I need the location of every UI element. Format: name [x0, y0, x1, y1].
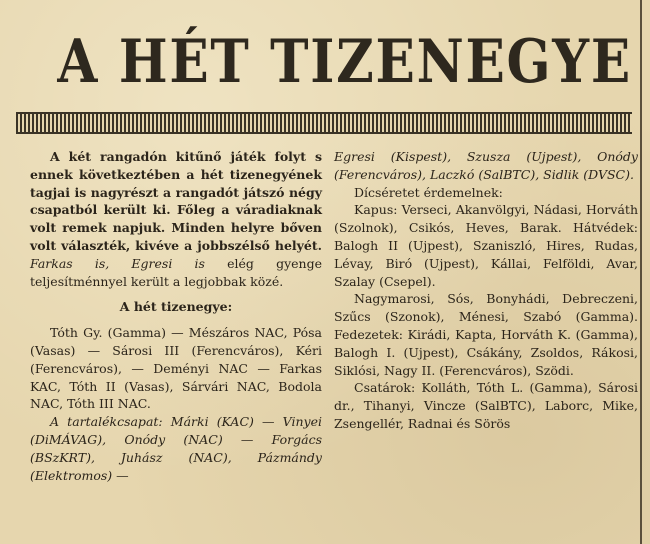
eleven-list: Tóth Gy. (Gamma) — Mészáros NAC, Pósa (Vasas) — Sárosi III (Ferencváros), Kéri (Ferencváros), — Deményi NAC — Farkas KAC, Tóth II (Vasas), Sárvári NAC, Bodola NAC, Tóth III NAC. [30, 325, 322, 412]
halfbacks: Nagymarosi, Sós, Bonyhádi, Debreczeni, Szűcs (Szonok), Ménesi, Szabó (Gamma). Fedezetek: Kirádi, Kapta, Horváth K. (Gamma), Balogh I. (Ujpest), Csákány, Zsoldos, Rákosi, Siklósi, Nagy II. (Ferencváros), Szödi. [334, 291, 638, 378]
column-rule [640, 0, 642, 544]
intro-paragraph [30, 148, 322, 290]
left-column [30, 148, 322, 484]
forwards: Csatárok: Kolláth, Tóth L. (Gamma), Sárosi dr., Tihanyi, Vincze (SalBTC), Laborc, Mike, Zsengellér, Radnai és Sörös [334, 380, 638, 431]
headline: A HÉT TIZENEGYE [57, 27, 632, 97]
decorative-rule [16, 112, 632, 134]
intro-italic: Farkas is, Egresi is [30, 255, 205, 271]
reserve-list: A tartalékcsapat: Márki (KAC) — Vinyei (DiMÁVAG), Onódy (NAC) — Forgács (BSzKRT), Juhász (NAC), Pázmándy (Elektromos) — [30, 414, 322, 483]
right-column [334, 148, 638, 433]
reserve-continued: Egresi (Kispest), Szusza (Ujpest), Onódy (Ferencváros), Laczkó (SalBTC), Sidlik (DVSC). [334, 149, 638, 182]
intro-end: elég gyenge teljesítménnyel került a legjobbak közé. [30, 255, 323, 289]
intro-text: A két rangadón kitűnő játék folyt s ennek következtében a hét tizenegyének tagjai is nagyrészt a rangadót játszó négy csapatból került ki. Főleg a váradiaknak volt remek napjuk. Minden helyre bőven volt választék, kivéve a jobbszélső helyét. [30, 149, 322, 253]
keepers-defenders: Kapus: Verseci, Akanvölgyi, Nádasi, Horváth (Szolnok), Csikós, Heves, Barak. Hátvédek: Balogh II (Ujpest), Szaniszló, Hires, Rudas, Lévay, Biró (Ujpest), Kállai, Felföldi, Avar, Szalay (Csepel). [334, 202, 638, 289]
subhead-eleven: A hét tizenegye: [119, 299, 233, 315]
praise-heading: Dícséretet érdemelnek: [354, 184, 503, 200]
